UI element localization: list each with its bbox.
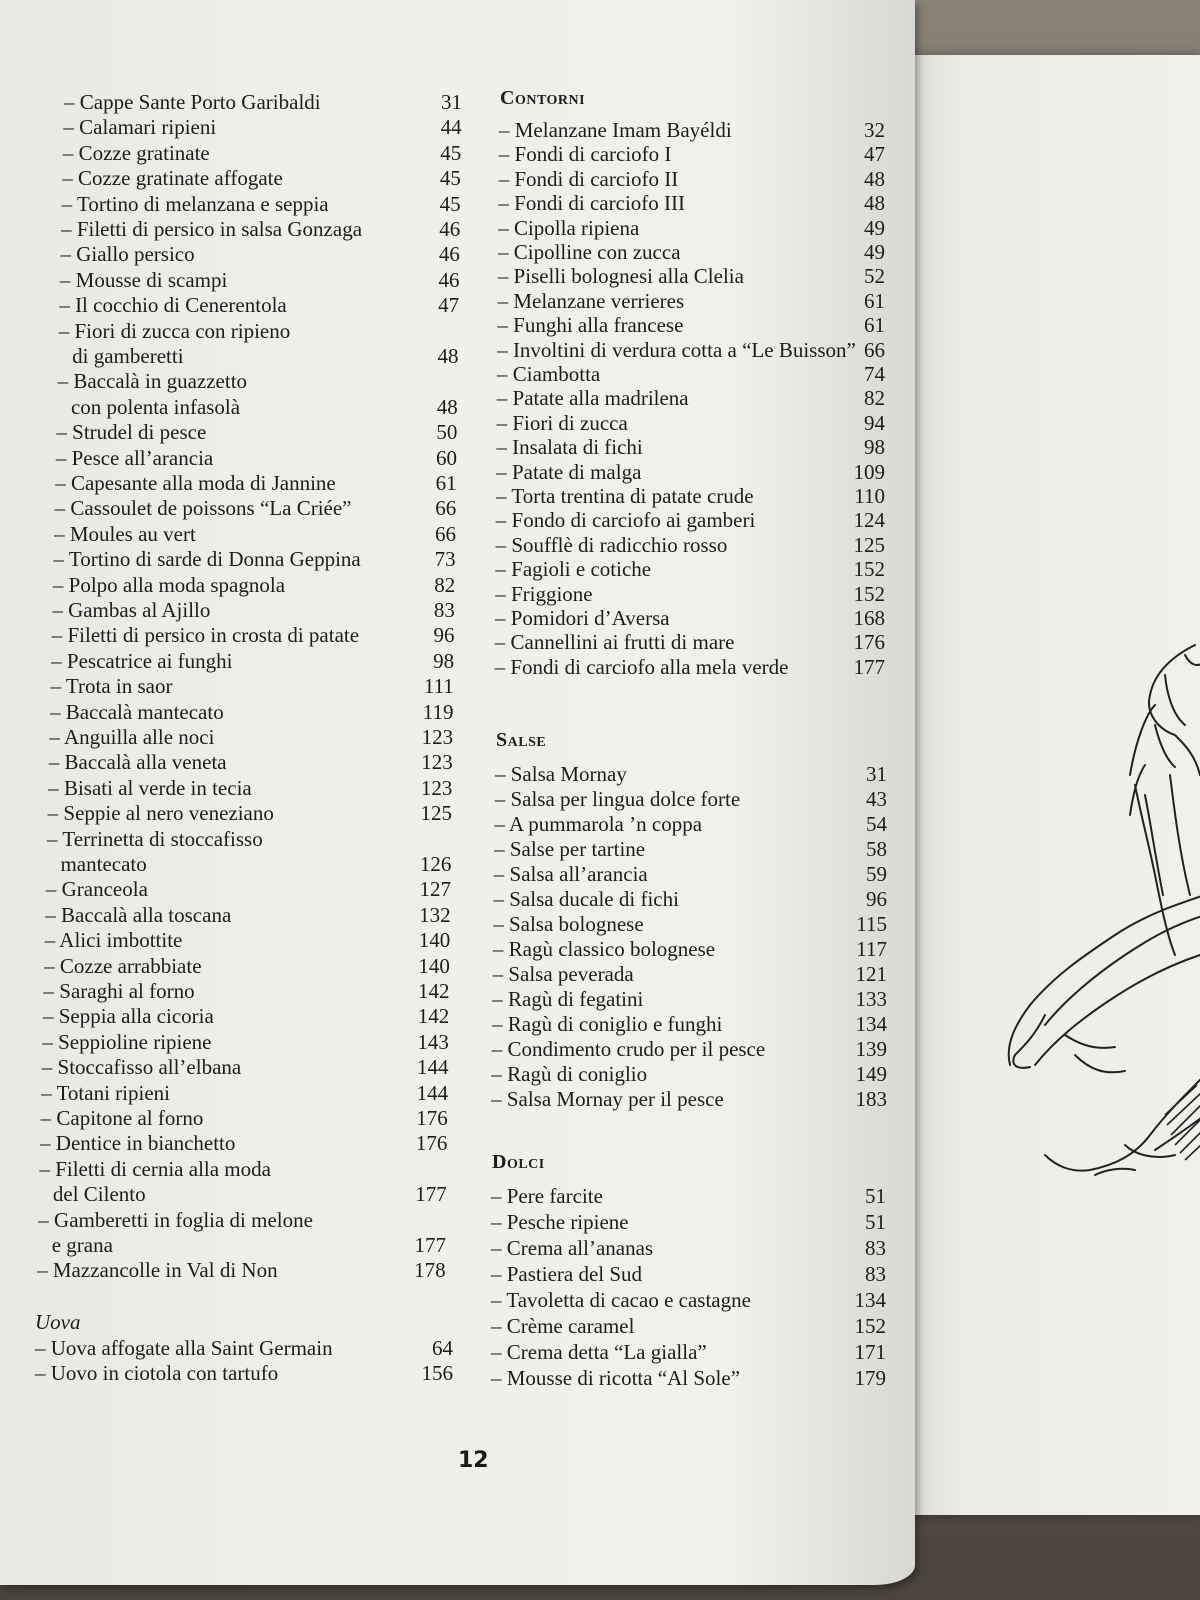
index-entry — [42, 1030, 448, 1054]
index-entry — [499, 118, 885, 142]
recipe-title: e grana — [51, 1233, 113, 1257]
recipe-title: – Fondi di carciofo I — [498, 142, 672, 167]
page-ref: 61 — [863, 288, 885, 313]
page-number: 12 — [458, 1448, 489, 1473]
page-ref: 109 — [853, 459, 885, 484]
recipe-title: – Il cocchio di Cenerentola — [59, 293, 287, 318]
index-entry — [57, 395, 458, 419]
page-ref: 61 — [863, 313, 885, 338]
recipe-title: – Trota in saor — [50, 674, 173, 699]
recipe-title: – Capesante alla moda di Jannine — [55, 471, 336, 495]
page-ref: 73 — [434, 547, 456, 572]
index-entry — [495, 787, 887, 811]
page-ref: 134 — [854, 1288, 886, 1312]
recipe-title: – Saraghi al forno — [43, 979, 195, 1003]
page-ref: 115 — [856, 912, 887, 936]
recipe-title: – Torta trentina di patate crude — [496, 484, 754, 508]
recipe-title: – Soufflè di radicchio rosso — [495, 532, 728, 557]
index-entry — [51, 674, 454, 698]
index-entry — [60, 268, 460, 292]
index-entry — [492, 987, 887, 1011]
index-entry — [51, 649, 454, 673]
recipe-title: – Salse per tartine — [494, 837, 646, 861]
recipe-title: di gamberetti — [72, 344, 184, 368]
index-entry — [39, 1157, 447, 1181]
recipe-title: – Pastiera del Sud — [491, 1262, 643, 1286]
page-ref: 179 — [854, 1366, 886, 1390]
recipe-title: – Baccalà mantecato — [49, 699, 224, 724]
index-entry — [496, 484, 885, 508]
page-ref: 83 — [865, 1262, 886, 1286]
recipe-title: – Ragù di fegatini — [492, 987, 644, 1011]
page-ref: 45 — [440, 140, 462, 165]
page-ref: 74 — [864, 362, 885, 386]
recipe-title: – Insalata di fichi — [496, 435, 643, 460]
index-entry — [50, 700, 453, 724]
index-entry — [491, 1366, 886, 1390]
recipe-title: – Filetti di cernia alla moda — [39, 1156, 271, 1181]
recipe-title: – Crema detta “La gialla” — [491, 1340, 707, 1364]
index-entry — [38, 1208, 446, 1232]
index-entry — [38, 1233, 446, 1257]
page-ref: 123 — [421, 750, 453, 775]
index-entry — [496, 460, 885, 484]
recipe-title: – Mazzancolle in Val di Non — [37, 1258, 278, 1283]
recipe-title: – Fondi di carciofo alla mela verde — [494, 654, 789, 679]
page-ref: 83 — [433, 598, 455, 622]
page-ref: 110 — [854, 484, 885, 508]
index-entry — [61, 217, 460, 241]
pen-sketch-illustration — [905, 55, 1200, 1515]
page-ref: 177 — [415, 1182, 447, 1207]
index-entry — [495, 606, 885, 630]
recipe-title: mantecato — [60, 852, 147, 876]
page-ref: 43 — [865, 787, 887, 811]
page-ref: 96 — [866, 887, 887, 911]
index-entry — [48, 801, 452, 825]
page-ref: 152 — [854, 1314, 886, 1338]
page-ref: 111 — [423, 674, 454, 699]
index-entry — [495, 655, 885, 679]
section-heading-contorni: Contorni — [500, 87, 586, 109]
page-ref: 98 — [433, 648, 455, 673]
page-ref: 45 — [439, 166, 461, 191]
recipe-title: – Pescatrice ai funghi — [51, 648, 233, 673]
recipe-title: – Friggione — [495, 581, 593, 606]
index-entry — [491, 1062, 887, 1086]
index-entry — [56, 446, 457, 470]
recipe-title: – Gamberetti in foglia di melone — [38, 1207, 313, 1232]
recipe-title: – Cipolline con zucca — [498, 240, 681, 264]
recipe-title: – Cappe Sante Porto Garibaldi — [64, 90, 321, 114]
recipe-title: – Uovo in ciotola con tartufo — [35, 1361, 279, 1385]
index-entry — [493, 962, 887, 986]
index-entry — [492, 1012, 887, 1036]
index-entry — [58, 369, 459, 393]
recipe-title: – Pesce all’arancia — [55, 445, 214, 470]
index-entry — [494, 812, 887, 836]
recipe-title: – Crème caramel — [491, 1314, 635, 1338]
page-ref: 152 — [853, 557, 885, 582]
recipe-title: – Baccalà in guazzetto — [57, 369, 248, 394]
page-ref: 32 — [864, 118, 885, 142]
recipe-title: – Granceola — [45, 877, 148, 902]
index-entry — [497, 411, 885, 435]
index-entry — [42, 1055, 449, 1079]
page-ref: 47 — [438, 293, 460, 318]
recipe-title: – Condimento crudo per il pesce — [491, 1037, 766, 1061]
page-ref: 132 — [419, 902, 451, 927]
recipe-title: – Cassoulet de poissons “La Criée” — [54, 496, 352, 521]
recipe-title: – Salsa peverada — [492, 962, 634, 986]
index-entry — [49, 725, 453, 749]
index-entry — [55, 471, 456, 495]
page-ref: 123 — [421, 725, 454, 749]
index-entry — [53, 573, 455, 597]
index-entry — [40, 1131, 447, 1155]
page-ref: 134 — [855, 1012, 887, 1036]
recipe-title: – Patate di malga — [496, 459, 642, 484]
page-ref: 54 — [865, 812, 887, 836]
page-ref: 176 — [415, 1131, 448, 1156]
index-entry — [62, 192, 461, 216]
index-entry — [56, 420, 457, 444]
index-entry — [499, 142, 885, 166]
page-ref: 61 — [435, 471, 457, 495]
index-entry — [491, 1184, 886, 1208]
index-entry — [63, 141, 461, 165]
index-entry — [46, 852, 451, 876]
index-entry — [496, 508, 885, 532]
index-entry — [496, 435, 885, 459]
page-ref: 178 — [414, 1258, 446, 1283]
page-ref: 59 — [865, 862, 887, 886]
index-entry — [495, 557, 885, 581]
page-ref: 48 — [863, 191, 885, 216]
page-ref: 183 — [855, 1087, 887, 1111]
page-ref: 46 — [438, 267, 460, 292]
recipe-title: – Salsa Mornay — [495, 762, 627, 786]
index-entry — [49, 750, 453, 774]
page-ref: 58 — [865, 837, 887, 861]
page-ref: 31 — [441, 90, 462, 114]
page-ref: 124 — [853, 508, 885, 533]
index-entry — [44, 954, 450, 978]
page-ref: 49 — [864, 240, 885, 264]
page-ref: 142 — [417, 1004, 450, 1029]
recipe-title: – Anguilla alle noci — [49, 725, 215, 749]
recipe-title: – Bisati al verde in tecia — [48, 775, 252, 800]
page-ref: 46 — [438, 242, 460, 267]
recipe-title: – Fiori di zucca — [496, 410, 628, 435]
recipe-title: – Cozze gratinate affogate — [62, 166, 283, 191]
page-ref: 149 — [855, 1062, 887, 1086]
page-ref: 66 — [434, 521, 456, 546]
page-ref: 96 — [433, 623, 455, 648]
index-entry — [60, 242, 459, 266]
page-ref: 83 — [865, 1236, 886, 1260]
recipe-title: – Filetti di persico in crosta di patate — [51, 623, 360, 648]
index-entry — [491, 1236, 886, 1260]
page-ref: 177 — [853, 654, 885, 679]
index-entry — [45, 928, 451, 952]
index-entry — [492, 1037, 887, 1061]
index-entry — [59, 319, 459, 343]
index-entry — [494, 837, 887, 861]
page-ref: 82 — [863, 386, 885, 411]
page-ref: 46 — [439, 217, 461, 241]
page-ref: 82 — [434, 572, 456, 597]
index-entry — [491, 1262, 886, 1286]
index-entry — [498, 191, 885, 215]
page-ref: 144 — [416, 1080, 449, 1105]
index-entry — [491, 1314, 886, 1338]
recipe-title: – A pummarola ’n coppa — [494, 812, 703, 836]
recipe-title: – Baccalà alla toscana — [45, 902, 232, 927]
index-entry — [43, 1004, 449, 1028]
recipe-title: – Seppie al nero veneziano — [47, 801, 274, 826]
page-ref: 47 — [863, 142, 885, 167]
page-ref: 60 — [436, 445, 457, 470]
recipe-title: – Ragù di coniglio e funghi — [492, 1012, 723, 1036]
recipe-title: – Patate alla madrilena — [496, 386, 689, 411]
page-ref: 51 — [865, 1184, 886, 1208]
index-entry — [497, 338, 885, 362]
page-ref: 66 — [435, 496, 457, 521]
page-ref: 156 — [421, 1361, 453, 1385]
index-entry — [46, 877, 451, 901]
page-ref: 64 — [432, 1336, 453, 1360]
index-entry — [37, 1258, 446, 1282]
index-entry — [491, 1087, 887, 1111]
recipe-title: – Mousse di scampi — [59, 267, 228, 292]
index-entry — [496, 533, 885, 557]
page-ref: 66 — [863, 337, 885, 362]
page-ref: 125 — [853, 532, 885, 557]
page-ref: 140 — [418, 953, 450, 978]
recipe-title: – Moules au vert — [54, 521, 196, 546]
recipe-title: – Stoccafisso all’elbana — [41, 1055, 242, 1080]
page-ref: 127 — [419, 877, 451, 902]
index-entry — [498, 264, 885, 288]
recipe-title: – Salsa Mornay per il pesce — [491, 1087, 724, 1111]
page-ref: 168 — [853, 606, 885, 630]
index-entry — [52, 598, 455, 622]
recipe-title: – Dentice in bianchetto — [40, 1131, 236, 1156]
index-entry — [59, 293, 459, 317]
index-entry — [55, 496, 457, 520]
index-entry — [495, 582, 885, 606]
recipe-title: – Salsa ducale di fichi — [493, 887, 679, 911]
recipe-title: – Tortino di sarde di Donna Geppina — [53, 547, 361, 572]
recipe-title: – Mousse di ricotta “Al Sole” — [491, 1366, 741, 1390]
index-entry — [44, 979, 450, 1003]
recipe-title: – Ragù di coniglio — [491, 1062, 648, 1086]
recipe-title: – Tavoletta di cacao e castagne — [491, 1288, 751, 1312]
index-entry — [493, 912, 887, 936]
index-entry — [498, 216, 885, 240]
recipe-title: – Gambas al Ajillo — [52, 598, 211, 622]
index-entry — [35, 1336, 453, 1360]
page-ref: 48 — [436, 394, 458, 419]
recipe-title: – Funghi alla francese — [497, 313, 684, 338]
page-ref: 48 — [863, 166, 885, 191]
recipe-title: – Pomidori d’Aversa — [495, 606, 670, 630]
recipe-title: – Pere farcite — [491, 1184, 603, 1208]
page-ref: 133 — [855, 987, 887, 1011]
recipe-title: – Fagioli e cotiche — [495, 557, 652, 582]
index-entry — [499, 167, 885, 191]
index-entry — [53, 547, 455, 571]
index-entry — [491, 1340, 886, 1364]
recipe-title: – Piselli bolognesi alla Clelia — [497, 264, 744, 289]
page-ref: 98 — [863, 435, 885, 460]
page-ref: 45 — [439, 191, 461, 216]
index-entry — [498, 289, 885, 313]
recipe-title: – Giallo persico — [60, 242, 195, 267]
index-entry — [494, 887, 888, 911]
index-entry — [52, 623, 455, 647]
recipe-title: – Cannellini ai frutti di mare — [494, 630, 735, 655]
recipe-title: – Involtini di verdura cotta a “Le Buisson” — [497, 337, 856, 362]
page-ref: 177 — [414, 1233, 446, 1257]
index-entry — [497, 313, 885, 337]
recipe-title: – Terrinetta di stoccafisso — [47, 826, 263, 851]
section-heading-salse: Salse — [496, 729, 547, 751]
recipe-title: – Filetti di persico in salsa Gonzaga — [61, 217, 363, 241]
recipe-title: – Seppia alla cicoria — [42, 1004, 214, 1029]
recipe-title: – Pesche ripiene — [491, 1210, 629, 1234]
page-ref: 52 — [863, 264, 885, 289]
recipe-title: – Salsa all’arancia — [493, 862, 648, 886]
index-entry — [54, 522, 456, 546]
index-entry — [41, 1081, 448, 1105]
page-ref: 49 — [863, 215, 885, 240]
recipe-title: – Baccalà alla veneta — [48, 750, 227, 775]
page-ref: 125 — [420, 801, 453, 826]
recipe-title: – Strudel di pesce — [56, 420, 207, 445]
page-ref: 117 — [856, 937, 887, 961]
index-entry — [62, 166, 461, 190]
index-entry — [63, 115, 461, 139]
index-entry — [47, 827, 452, 851]
recipe-title: – Melanzane Imam Bayéldi — [499, 118, 732, 142]
recipe-title: – Fondi di carciofo II — [498, 166, 679, 191]
page-ref: 123 — [420, 775, 453, 800]
index-entry — [35, 1361, 453, 1385]
page-ref: 119 — [422, 699, 454, 724]
recipe-title: – Tortino di melanzana e seppia — [61, 191, 329, 216]
page-ref: 144 — [416, 1055, 449, 1080]
index-entry — [497, 362, 885, 386]
index-entry — [491, 1210, 886, 1234]
page-ref: 44 — [440, 115, 462, 140]
recipe-title: – Cozze arrabbiate — [44, 953, 202, 978]
recipe-title: – Polpo alla moda spagnola — [52, 572, 286, 597]
section-heading-uova: Uova — [35, 1310, 81, 1334]
recipe-title: – Alici imbottite — [44, 928, 183, 953]
recipe-title: – Salsa per lingua dolce forte — [494, 787, 741, 811]
recipe-title: – Crema all’ananas — [491, 1236, 654, 1260]
recipe-title: – Ragù classico bolognese — [492, 937, 716, 961]
recipe-title: – Uova affogate alla Saint Germain — [35, 1336, 333, 1360]
recipe-title: – Seppioline ripiene — [42, 1029, 212, 1054]
recipe-title: – Cozze gratinate — [62, 140, 210, 165]
index-entry — [64, 90, 462, 114]
page-ref: 139 — [855, 1037, 887, 1061]
page-ref: 121 — [855, 962, 887, 986]
page-ref: 51 — [865, 1210, 886, 1234]
recipe-title: – Salsa bolognese — [493, 912, 644, 936]
index-entry — [493, 937, 887, 961]
recipe-title: – Fiori di zucca con ripieno — [58, 318, 291, 343]
recipe-title: – Capitone al forno — [40, 1106, 204, 1130]
page-ref: 48 — [437, 344, 459, 368]
page-ref: 176 — [853, 630, 885, 655]
recipe-title: con polenta infasolà — [70, 394, 241, 419]
recipe-title: del Cilento — [52, 1182, 146, 1207]
recipe-title: – Calamari ripieni — [63, 115, 217, 140]
index-entry — [45, 903, 450, 927]
page-ref: 171 — [854, 1340, 886, 1364]
index-entry — [494, 862, 887, 886]
index-entry — [495, 630, 885, 654]
page-ref: 152 — [853, 581, 885, 606]
section-heading-dolci: Dolci — [492, 1151, 545, 1173]
index-entry — [48, 776, 452, 800]
page-ref: 31 — [866, 762, 887, 786]
index-entry — [495, 762, 887, 786]
index-entry — [41, 1106, 448, 1130]
index-entry — [58, 344, 458, 368]
recipe-title: – Fondi di carciofo III — [498, 191, 686, 216]
recipe-title: – Fondo di carciofo ai gamberi — [495, 508, 756, 533]
recipe-title: – Melanzane verrieres — [497, 288, 685, 313]
page-ref: 94 — [863, 410, 885, 435]
index-entry — [498, 240, 885, 264]
page-ref: 176 — [416, 1106, 448, 1130]
index-entry — [491, 1288, 886, 1312]
page-ref: 50 — [436, 420, 458, 445]
page-ref: 126 — [419, 852, 452, 876]
page-ref: 142 — [418, 979, 450, 1003]
recipe-title: – Ciambotta — [497, 362, 601, 386]
index-entry — [39, 1182, 447, 1206]
recipe-title: – Cipolla ripiena — [498, 215, 640, 240]
page-ref: 140 — [418, 928, 451, 953]
page-ref: 143 — [417, 1029, 449, 1054]
index-entry — [497, 386, 885, 410]
recipe-title: – Totani ripieni — [41, 1080, 170, 1105]
